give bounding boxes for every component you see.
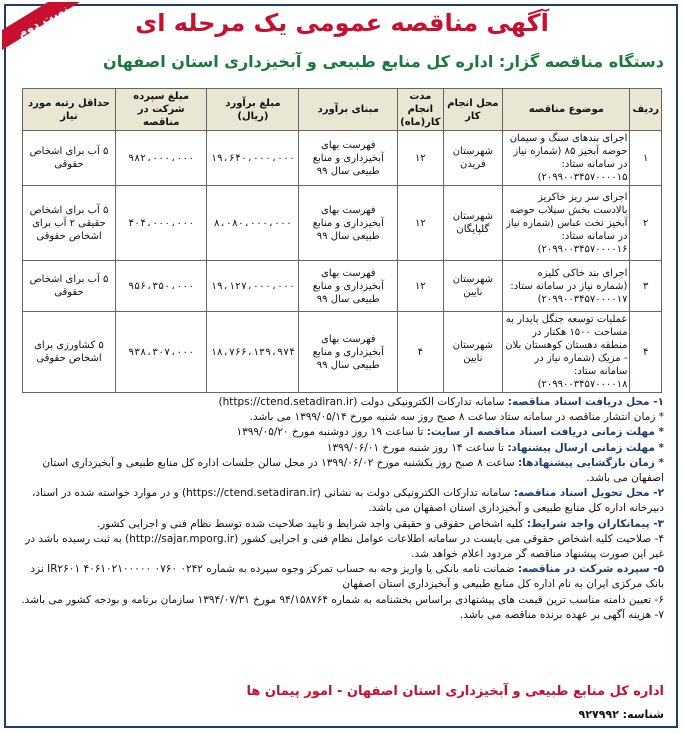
note-text: ۶- تعیین دامنه مناسب ترین قیمت های پیشنهادی براساس بخشنامه به شماره ۹۴/۱۵۸۷۶۴ مورخ ۱۳۹۴/۰۷/۳۱ سازمان برنامه و بودجه کشور می باشد. bbox=[21, 593, 664, 606]
cell-location: شهرستان گلپایگان bbox=[443, 186, 503, 261]
note-text: سامانه تدارکات الکترونیکی دولت (https://ctend.setadiran.ir) bbox=[218, 396, 508, 408]
note-item bbox=[16, 593, 664, 608]
notice-title: آگهی مناقصه عمومی یک مرحله ای bbox=[135, 9, 549, 37]
note-text: ۴- صلاحیت کلیه اشخاص حقوقی می بایست در سامانه اطلاعات عوامل نظام فنی و اجرایی کشور (http://sajar.mporg.ir) به ثبت رسیده باشد در غیر این صورت پیشنهاد مناقصه گر مردود اعلام خواهد شد. bbox=[25, 532, 664, 561]
notice-id: شناسه: ۹۲۷۹۹۲ bbox=[578, 708, 664, 721]
table-row bbox=[23, 186, 662, 261]
cell-subject: اجرای بندهای سنگ و سیمان حوضه آبخیز ۸۵ (شماره نیاز در سامانه ستاد: ۲۰۹۹۰۰۳۴۵۷۰۰۰۰۱۵) bbox=[503, 131, 630, 186]
cell-min-rank: ۵ آب برای اشخاص حقوقی bbox=[23, 131, 116, 186]
header-min-rank: حداقل رتبه مورد نیاز bbox=[23, 89, 116, 131]
note-item bbox=[16, 608, 664, 623]
note-label: ۳- پیمانکاران واجد شرایط: bbox=[526, 517, 664, 530]
cell-location: شهرستان نایین bbox=[443, 312, 503, 393]
table-row bbox=[23, 312, 662, 393]
cell-estimate-amount: ۱۹،۶۴۰،۰۰۰،۰۰۰ bbox=[207, 131, 299, 186]
note-label: ۲- محل تحویل اسناد مناقصه: bbox=[513, 487, 664, 500]
note-text: سامانه تدارکات الکترونیکی دولت به نشانی (https://ctend.setadiran.ir) و در موارد خواسته شده در اسناد، دبیرخانه اداره کل منابع طبیعی و آبخیزداری استان اصفهان می باشد. bbox=[31, 487, 664, 515]
table-row bbox=[23, 261, 662, 312]
note-label: * زمان بازگشایی پیشنهادها: bbox=[517, 456, 664, 469]
note-text: تا ساعت ۱۴ روز شنبه مورخ ۱۳۹۹/۰۶/۰۱ bbox=[326, 441, 508, 454]
note-text: کلیه اشخاص حقوقی و حقیقی واجد شرایط و تایید صلاحیت شده توسط نظام فنی و اجرایی کشور. bbox=[96, 517, 527, 530]
cell-deposit: ۹۳۸،۳۰۷،۰۰۰ bbox=[115, 312, 207, 393]
tender-table bbox=[22, 88, 662, 393]
cell-duration: ۱۲ bbox=[398, 131, 443, 186]
cell-duration: ۱۲ bbox=[398, 261, 443, 312]
header-estimate-basis: مبنای برآورد bbox=[299, 89, 398, 131]
note-label: * مهلت زمانی دریافت اسناد مناقصه از سایت: bbox=[426, 426, 664, 439]
cell-deposit: ۹۸۲،۰۰۰،۰۰۰ bbox=[115, 131, 207, 186]
cell-deposit: ۹۵۶،۳۵۰،۰۰۰ bbox=[115, 261, 207, 312]
note-item bbox=[16, 517, 664, 532]
note-text: ضمانت نامه بانکی یا واریز وجه به حساب تمرکز وجوه سپرده به شماره ۰۲۴۲ ۰۷۶۰ ۴۰۶۱۰۲۱۰۰۰۰۰ IR۲۶۰۱ نزد بانک مرکزی ایران به نام اداره کل منابع طبیعی و آبخیزداری استان اصفهان bbox=[30, 563, 664, 591]
cell-min-rank: ۵ آب برای اشخاص حقیقی ۲ آب برای اشخاص حقوقی bbox=[23, 186, 116, 261]
cell-min-rank: ۵ آب برای اشخاص حقوقی bbox=[23, 261, 116, 312]
note-item bbox=[16, 441, 664, 456]
cell-estimate-basis: فهرست بهای آبخیزداری و منابع طبیعی سال ۹۹ bbox=[299, 312, 398, 393]
note-item bbox=[16, 486, 664, 516]
cell-estimate-basis: فهرست بهای آبخیزداری و منابع طبیعی سال ۹۹ bbox=[299, 261, 398, 312]
cell-subject: اجرای بند خاکی کلیزه (شماره نیاز در سامانه ستاد: ۲۰۹۹۰۰۳۴۵۷۰۰۰۰۱۷) bbox=[503, 261, 630, 312]
header-subject: موضوع مناقصه bbox=[503, 89, 630, 131]
notice-subtitle: دستگاه مناقصه گزار: اداره کل منابع طبیعی و آبخیزداری استان اصفهان bbox=[103, 52, 664, 71]
cell-row-number: ۲ bbox=[630, 186, 662, 261]
cell-row-number: ۴ bbox=[630, 312, 662, 393]
note-item bbox=[16, 410, 664, 425]
issuer-signature: اداره کل منابع طبیعی و آبخیزداری استان اصفهان - امور پیمان ها bbox=[246, 684, 664, 699]
cell-location: شهرستان نایین bbox=[443, 261, 503, 312]
header-duration: مدت انجام کار(ماه) bbox=[398, 89, 443, 131]
cell-subject: عملیات توسعه جنگل پایدار به مساحت ۱۵۰۰ هکتار در منطقه دهستان کوهستان بلان - مزیک (شماره نیاز در سامانه ستاد: ۲۰۹۹۰۰۳۴۵۷۰۰۰۰۱۸) bbox=[503, 312, 630, 393]
table-row bbox=[23, 131, 662, 186]
cell-min-rank: ۵ کشاورزی برای اشخاص حقوقی bbox=[23, 312, 116, 393]
badge-label: نوبت دوم bbox=[15, 1, 71, 41]
header-deposit: مبلغ سپرده شرکت در مناقصه bbox=[115, 89, 207, 131]
note-item bbox=[16, 532, 664, 562]
header-estimate-amount: مبلغ برآورد (ریال) bbox=[207, 89, 299, 131]
cell-estimate-amount: ۱۹،۱۲۷،۰۰۰،۰۰۰ bbox=[207, 261, 299, 312]
note-item bbox=[16, 425, 664, 440]
cell-row-number: ۳ bbox=[630, 261, 662, 312]
cell-estimate-basis: فهرست بهای آبخیزداری و منابع طبیعی سال ۹۹ bbox=[299, 186, 398, 261]
table-header-row bbox=[23, 89, 662, 131]
note-item bbox=[16, 395, 664, 410]
note-text: تا ساعت ۱۹ روز دوشنبه مورخ ۱۳۹۹/۰۵/۲۰ bbox=[236, 426, 427, 439]
note-label: ۵- سپرده شرکت در مناقصه: bbox=[517, 563, 664, 576]
cell-duration: ۴ bbox=[398, 312, 443, 393]
note-label: * مهلت زمانی ارسال پیشنهاد: bbox=[507, 441, 664, 454]
cell-duration: ۱۲ bbox=[398, 186, 443, 261]
cell-location: شهرستان فریدن bbox=[443, 131, 503, 186]
note-item bbox=[16, 456, 664, 486]
note-text: ۷- هزینه آگهی بر عهده برنده مناقصه می باشد. bbox=[459, 608, 664, 621]
cell-estimate-basis: فهرست بهای آبخیزداری و منابع طبیعی سال ۹۹ bbox=[299, 131, 398, 186]
cell-estimate-amount: ۸،۰۸۰،۰۰۰،۰۰۰ bbox=[207, 186, 299, 261]
note-text: ساعت ۸ صبح روز یکشنبه مورخ ۱۳۹۹/۰۶/۰۲ در محل سالن جلسات اداره کل منابع طبیعی و آبخیزداری استان اصفهان می باشد. bbox=[42, 456, 664, 485]
note-text: * زمان انتشار مناقصه در سامانه ستاد ساعت ۸ صبح روز سه شنبه مورخ ۱۳۹۹/۰۵/۱۴ می باشد. bbox=[249, 411, 664, 424]
cell-deposit: ۴۰۴،۰۰۰،۰۰۰ bbox=[115, 186, 207, 261]
note-label: ۱- محل دریافت اسناد مناقصه: bbox=[507, 396, 664, 408]
cell-subject: اجرای سر ریز خاکریز بالادست بخش سیلاب حوضه آبخیز تخت عباس (شماره نیاز در سامانه ستاد: ۲۰۹۹۰۰۳۴۵۷۰۰۰۰۱۶) bbox=[503, 186, 630, 261]
cell-row-number: ۱ bbox=[630, 131, 662, 186]
cell-estimate-amount: ۱۸،۷۶۶،۱۳۹،۹۷۴ bbox=[207, 312, 299, 393]
note-item bbox=[16, 562, 664, 592]
header-row-number: ردیف bbox=[630, 89, 662, 131]
notice-conditions bbox=[16, 395, 664, 623]
header-location: محل انجام کار bbox=[443, 89, 503, 131]
